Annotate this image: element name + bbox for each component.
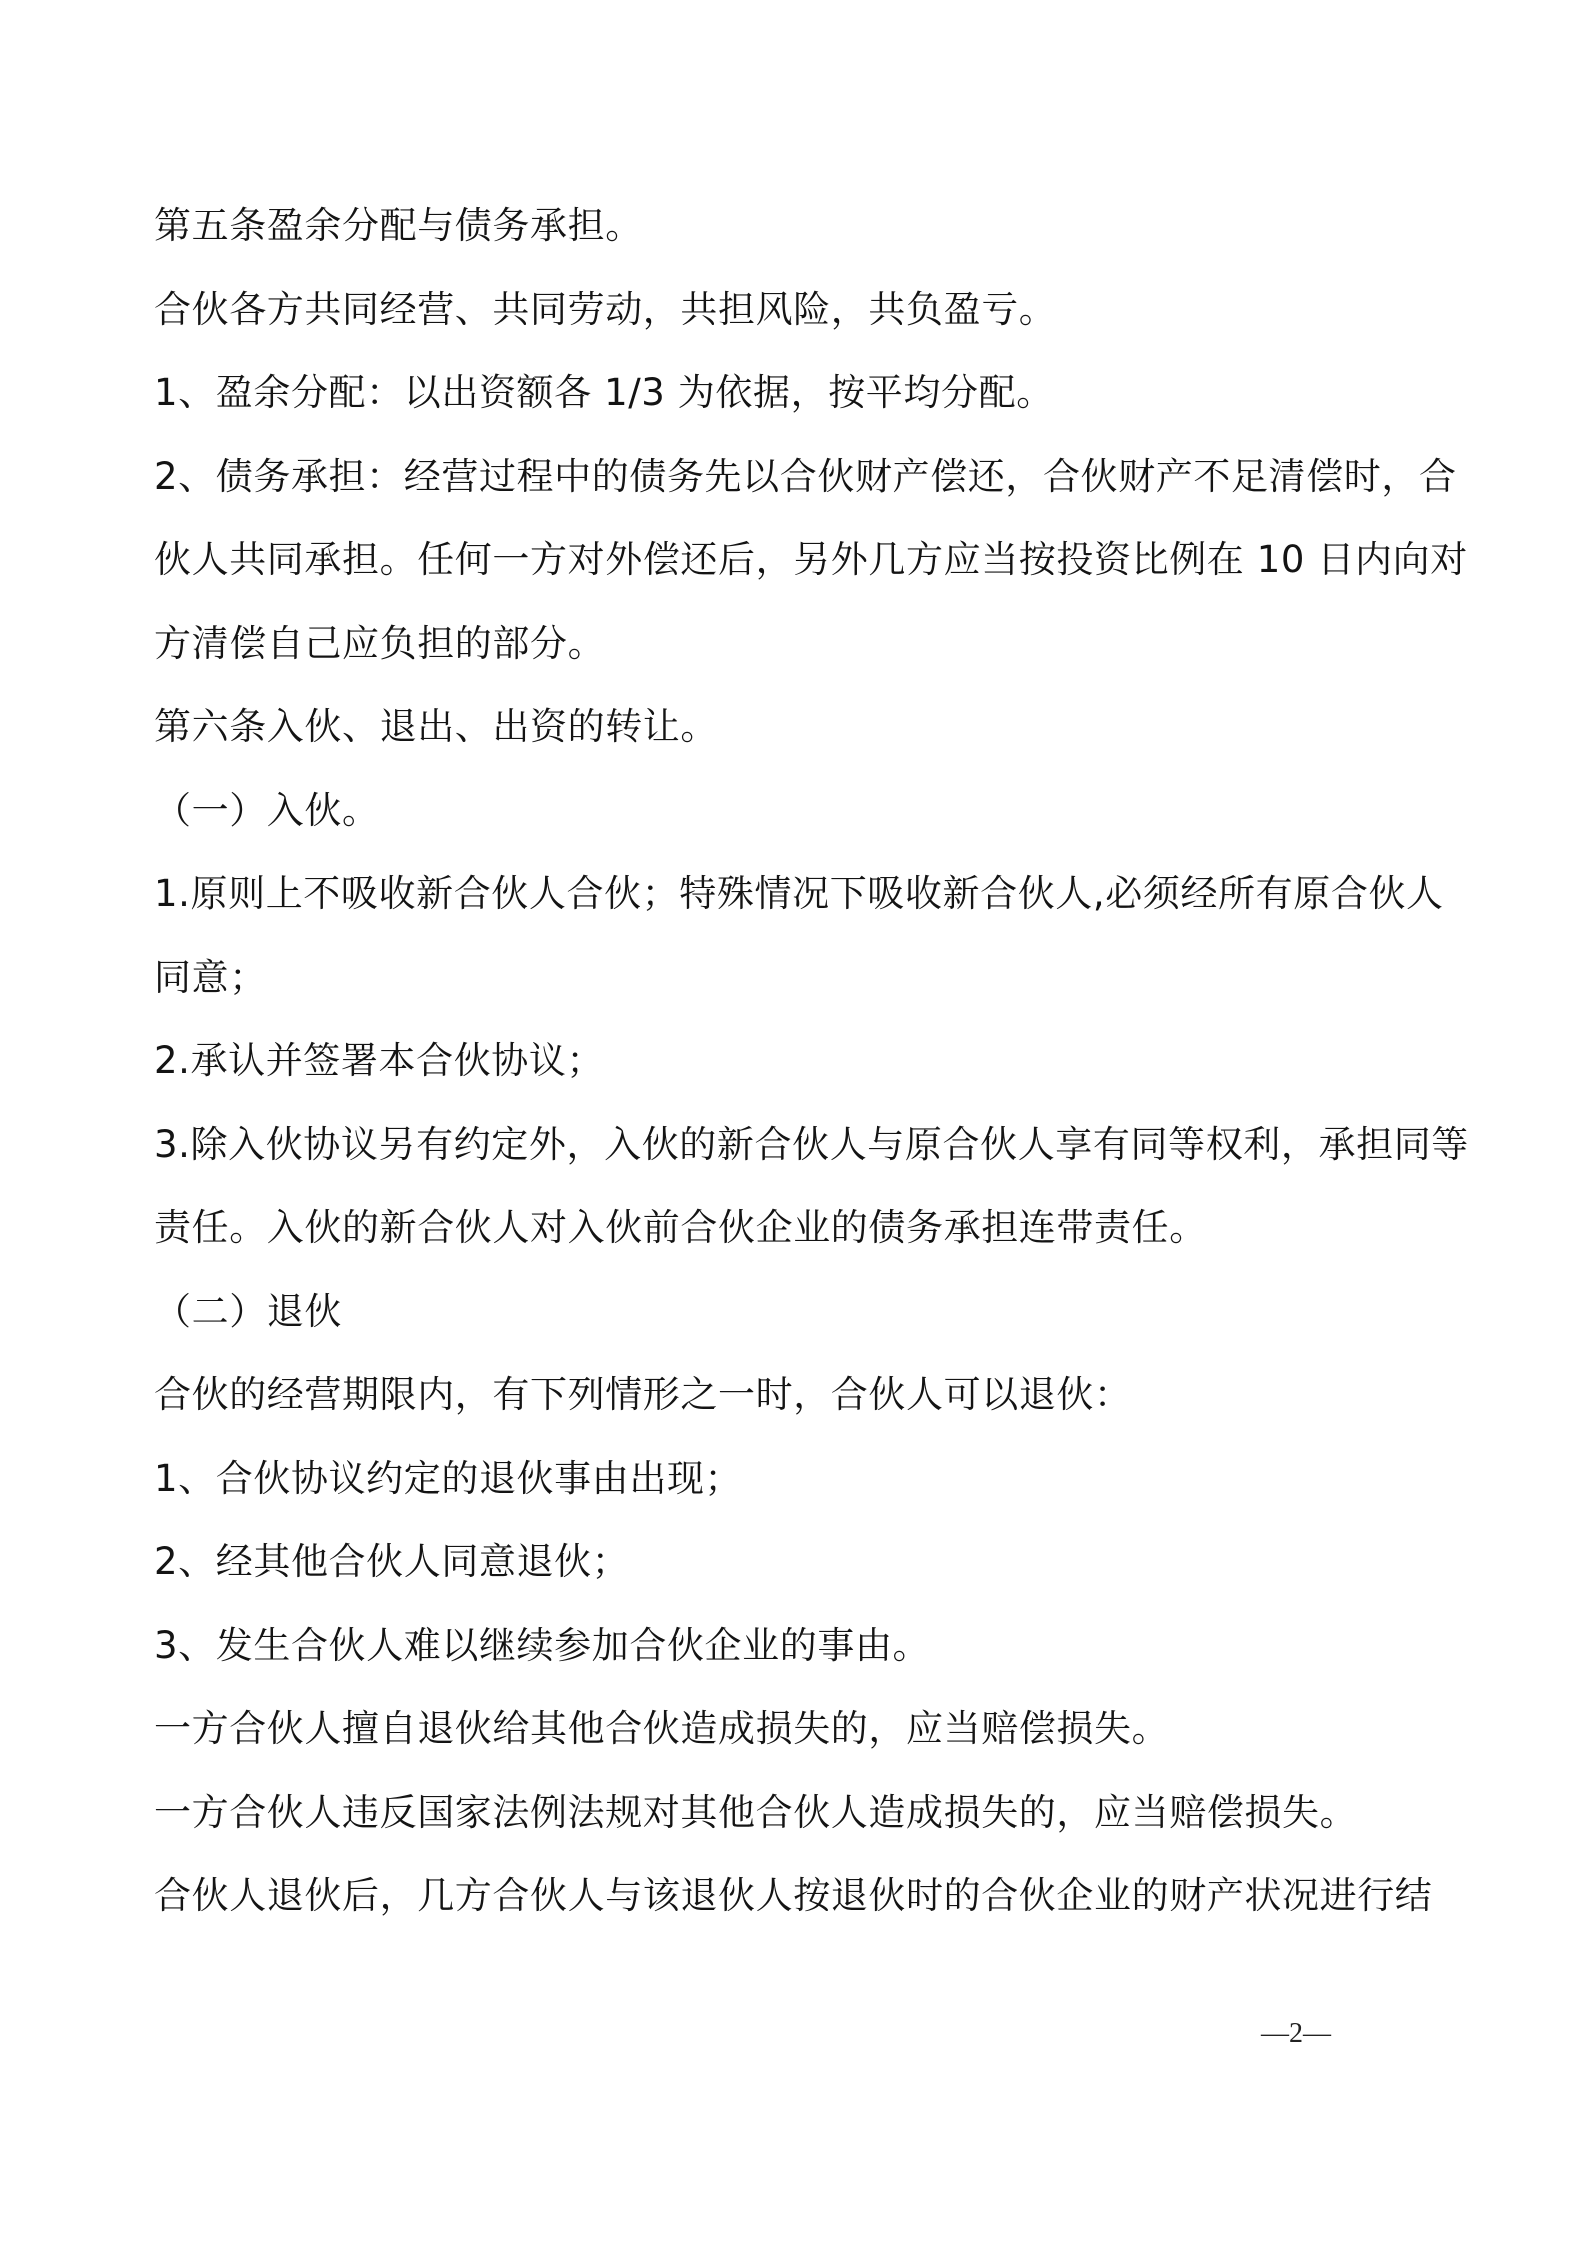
unauthorized-withdrawal-clause: 一方合伙人擅自退伙给其他合伙造成损失的，应当赔偿损失。 [154,1707,1170,1750]
debt-liability-clause [154,435,1586,686]
article-6 [154,685,1586,1938]
admission-rule-1 [154,852,1586,1019]
article-5 [154,184,1586,685]
profit-distribution-clause: 1、盈余分配：以出资额各 1/3 为依据，按平均分配。 [154,371,1054,414]
admission-section [154,769,1586,1270]
debt-liability-clause-line: 2、债务承担：经营过程中的债务先以合伙财产偿还，合伙财产不足清偿时，合 [154,454,1457,498]
debt-liability-clause-line: 方清偿自己应负担的部分。 [154,621,606,665]
debt-liability-clause-line: 伙人共同承担。任何一方对外偿还后，另外几方应当按投资比例在 10 日内向对 [154,538,1468,581]
admission-rule-3-line: 责任。入伙的新合伙人对入伙前合伙企业的债务承担连带责任。 [154,1206,1207,1249]
withdrawal-section [154,1270,1586,1938]
withdrawal-heading: （二）退伙 [154,1289,342,1333]
article-6-heading: 第六条入伙、退出、出资的转让。 [154,705,718,748]
article-5-intro: 合伙各方共同经营、共同劳动，共担风险，共负盈亏。 [154,287,1057,331]
settlement-clause [154,1854,1586,1938]
admission-rule-1-line: 1.原则上不吸收新合伙人合伙；特殊情况下吸收新合伙人,必须经所有原合伙人 [154,872,1444,915]
admission-heading: （一）入伙。 [154,788,380,832]
admission-rule-1-line: 同意； [154,955,267,999]
article-5-heading: 第五条盈余分配与债务承担。 [154,204,643,247]
page-number: —2— [1261,2018,1331,2049]
withdrawal-condition-1: 1、合伙协议约定的退伙事由出现； [154,1456,743,1500]
admission-rule-2: 2.承认并签署本合伙协议； [154,1039,605,1082]
admission-rule-3-line: 3.除入伙协议另有约定外，入伙的新合伙人与原合伙人享有同等权利，承担同等 [154,1122,1469,1166]
withdrawal-condition-2: 2、经其他合伙人同意退伙； [154,1540,630,1583]
admission-rule-3 [154,1103,1586,1270]
withdrawal-intro: 合伙的经营期限内，有下列情形之一时，合伙人可以退伙： [154,1373,1132,1416]
settlement-clause-line: 合伙人退伙后，几方合伙人与该退伙人按退伙时的合伙企业的财产状况进行结 [154,1874,1433,1917]
law-violation-clause: 一方合伙人违反国家法例法规对其他合伙人造成损失的，应当赔偿损失。 [154,1790,1358,1834]
withdrawal-condition-3: 3、发生合伙人难以继续参加合伙企业的事由。 [154,1623,931,1667]
